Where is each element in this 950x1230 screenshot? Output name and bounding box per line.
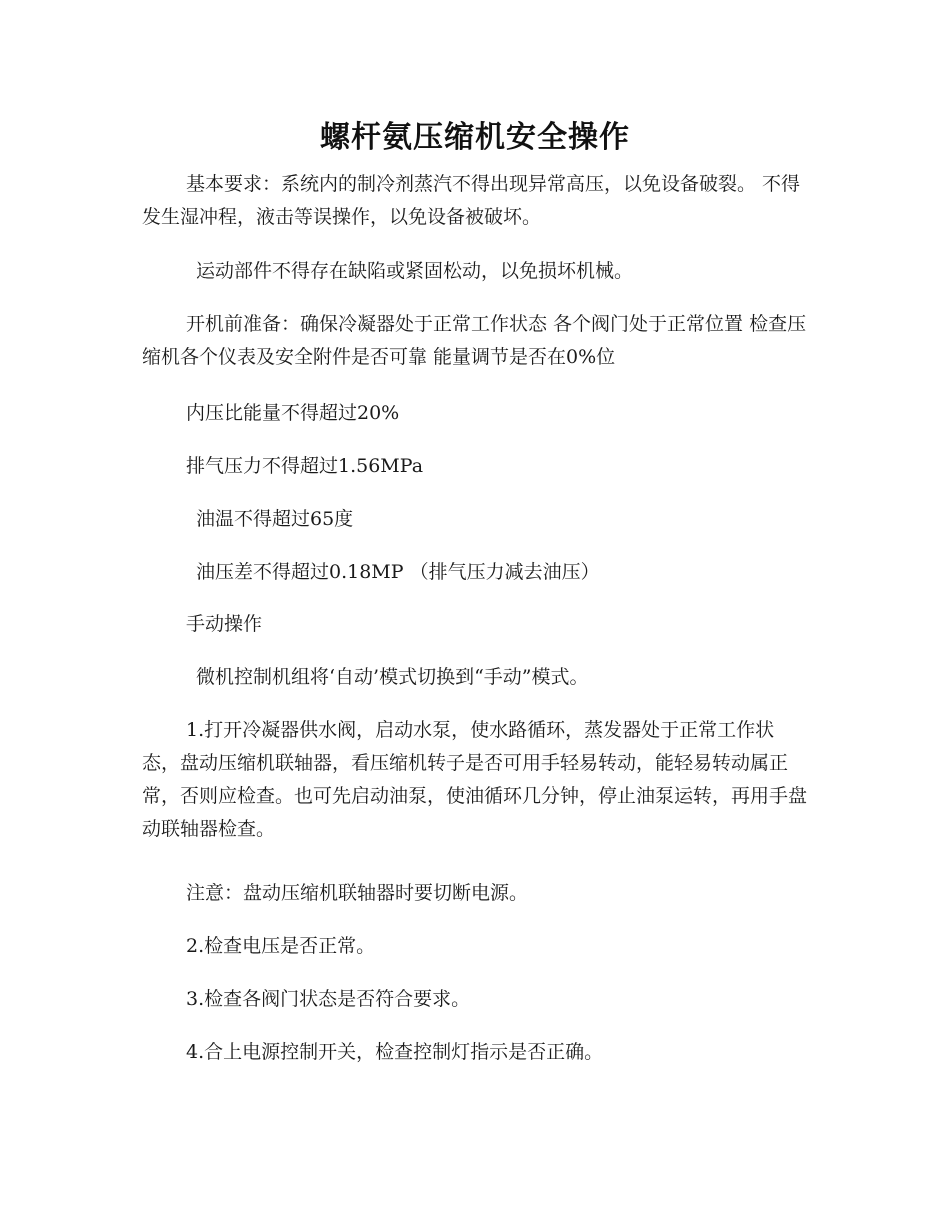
paragraph-basic-requirements: 基本要求：系统内的制冷剂蒸汽不得出现异常高压，以免设备破裂。 不得发生湿冲程，液击等误操作，以免设备被破坏。 (142, 173, 801, 228)
paragraph-discharge-pressure: 排气压力不得超过1.56MPa (186, 455, 424, 477)
paragraph-step-3: 3.检查各阀门状态是否符合要求。 (186, 988, 471, 1010)
paragraph-step-2: 2.检查电压是否正常。 (186, 935, 376, 957)
paragraph-step-1: 1.打开冷凝器供水阀，启动水泵，使水路循环，蒸发器处于正常工作状态，盘动压缩机联轴器，看压缩机转子是否可用手轻易转动，能轻易转动属正常，否则应检查。也可先启动油泵，使油循环几分钟，停止油泵运转，再用手盘动联轴器检查。 (142, 719, 808, 840)
paragraph-oil-pressure-diff: 油压差不得超过0.18MP （排气压力减去油压） (196, 561, 600, 583)
paragraph-note: 注意：盘动压缩机联轴器时要切断电源。 (186, 882, 529, 904)
paragraph-oil-temperature: 油温不得超过65度 (196, 508, 354, 530)
paragraph-mode-switch: 微机控制机组将‘自动’模式切换到“手动”模式。 (196, 666, 589, 688)
paragraph-pre-start: 开机前准备：确保冷凝器处于正常工作状态 各个阀门处于正常位置 检查压缩机各个仪表及安全附件是否可靠 能量调节是否在0%位 (142, 313, 807, 368)
paragraph-pressure-ratio: 内压比能量不得超过20% (186, 402, 400, 424)
paragraph-moving-parts: 运动部件不得存在缺陷或紧固松动，以免损坏机械。 (196, 260, 634, 282)
paragraph-step-4: 4.合上电源控制开关，检查控制灯指示是否正确。 (186, 1041, 604, 1063)
paragraph-manual-operation: 手动操作 (186, 613, 263, 635)
document-title: 螺杆氨压缩机安全操作 (320, 120, 630, 155)
